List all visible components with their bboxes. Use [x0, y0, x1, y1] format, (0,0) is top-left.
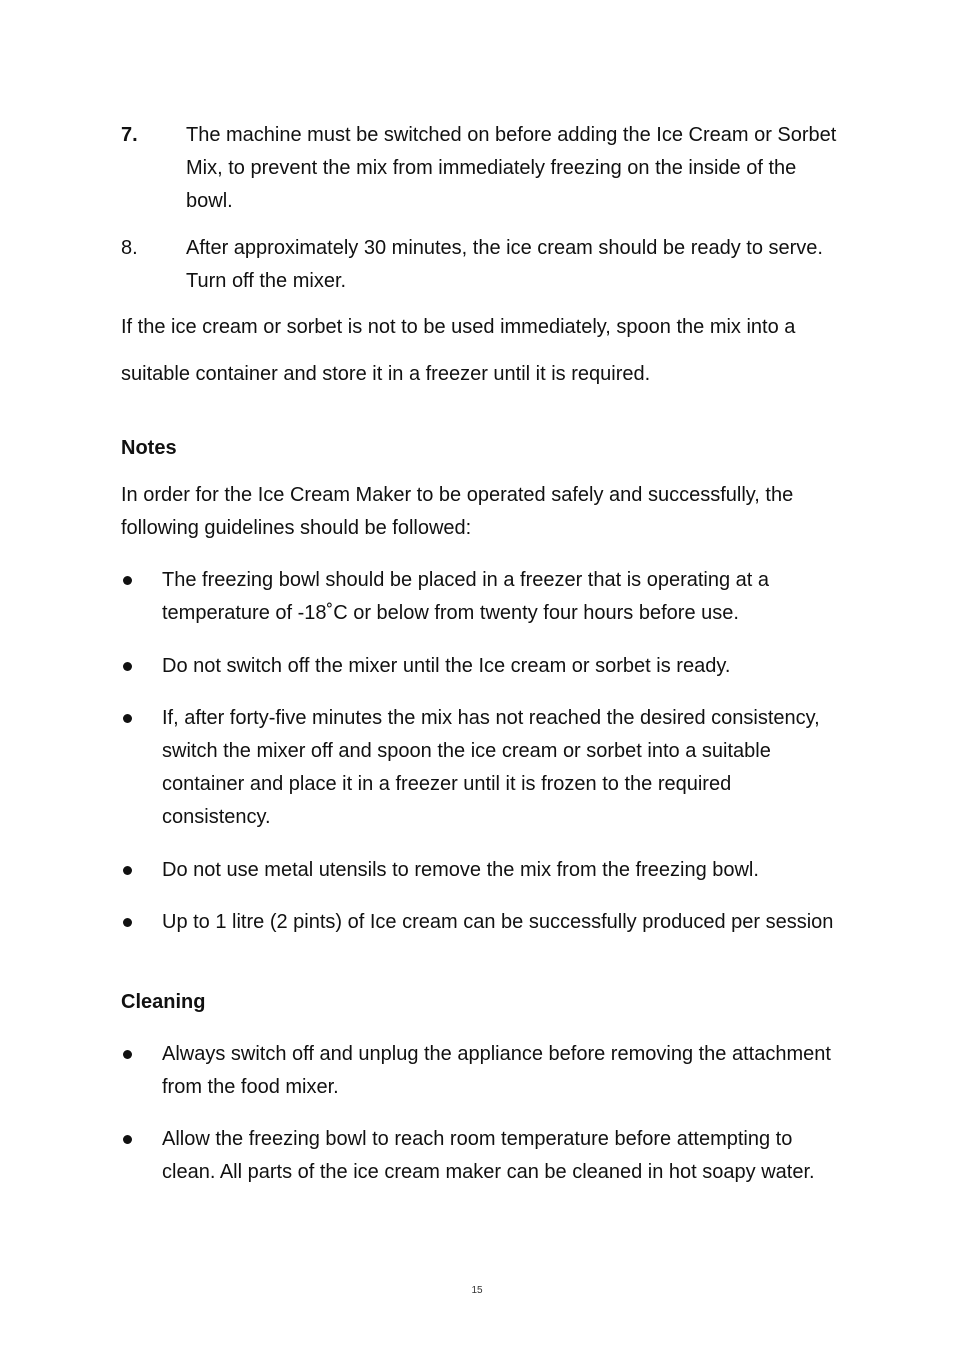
notes-list-item — [121, 702, 841, 834]
bullet-icon — [123, 1050, 132, 1059]
list-item-text: Do not use metal utensils to remove the mix from the freezing bowl. — [162, 859, 759, 881]
bullet-icon — [123, 662, 132, 671]
list-item-text: The freezing bowl should be placed in a freezer that is operating at a temperature of -18˚C or below from twenty four hours before use. — [162, 569, 770, 624]
notes-list-item — [121, 906, 841, 939]
notes-list-item — [121, 650, 841, 683]
bullet-icon — [123, 714, 132, 723]
notes-list-item — [121, 564, 841, 630]
list-item-text: If, after forty-five minutes the mix has not reached the desired consistency, switch the mixer off and spoon the ice cream or sorbet into a suitable container and place it in a freezer until it is frozen to the required consistency. — [162, 707, 820, 828]
notes-intro: In order for the Ice Cream Maker to be operated safely and successfully, the following guidelines should be followed: — [121, 484, 794, 539]
notes-list-item — [121, 854, 841, 887]
step-number: 8. — [121, 237, 138, 259]
bullet-icon — [123, 576, 132, 585]
list-item-text: Allow the freezing bowl to reach room temperature before attempting to clean. All parts of the ice cream maker can be cleaned in hot soapy water. — [162, 1128, 815, 1183]
step-item — [121, 232, 841, 298]
bullet-icon — [123, 918, 132, 927]
cleaning-list-item — [121, 1038, 841, 1104]
bullet-icon — [123, 866, 132, 875]
list-item-text: Up to 1 litre (2 pints) of Ice cream can be successfully produced per session — [162, 911, 834, 933]
notes-heading: Notes — [121, 437, 177, 459]
list-item-text: Always switch off and unplug the appliance before removing the attachment from the food mixer. — [162, 1043, 831, 1098]
storage-paragraph: If the ice cream or sorbet is not to be used immediately, spoon the mix into a suitable container and store it in a freezer until it is required. — [121, 316, 796, 385]
page-number: 15 — [471, 1285, 483, 1296]
list-item-text: Do not switch off the mixer until the Ice cream or sorbet is ready. — [162, 655, 731, 677]
step-text: After approximately 30 minutes, the ice cream should be ready to serve. Turn off the mixer. — [186, 237, 823, 292]
bullet-icon — [123, 1135, 132, 1144]
cleaning-heading: Cleaning — [121, 991, 206, 1013]
step-text: The machine must be switched on before adding the Ice Cream or Sorbet Mix, to prevent the mix from immediately freezing on the inside of the bowl. — [186, 124, 837, 212]
cleaning-list-item — [121, 1123, 841, 1189]
step-item — [121, 119, 841, 218]
step-number: 7. — [121, 124, 138, 146]
